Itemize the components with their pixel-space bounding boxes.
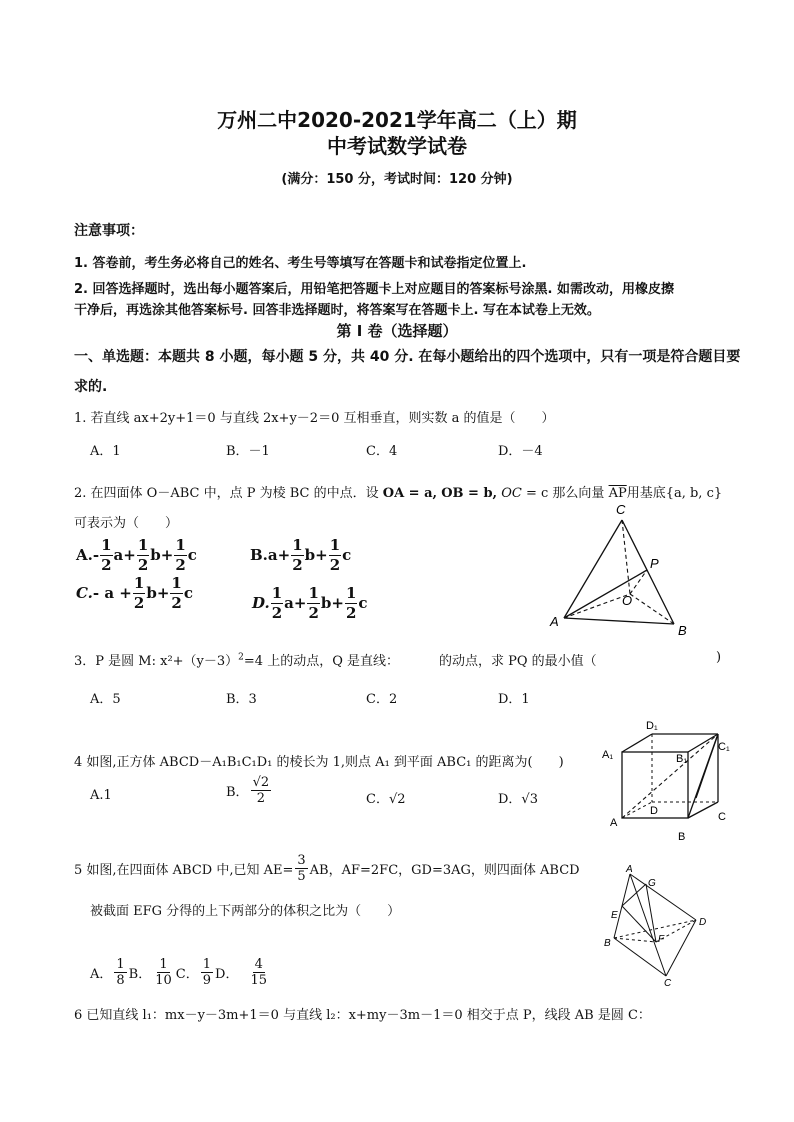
q2-stem-d: 用基底{a, b, c} bbox=[626, 486, 723, 501]
fig-label-c: C bbox=[616, 502, 626, 517]
q5-option-b-fraction: $\frac{1}{10}$ bbox=[155, 957, 172, 988]
notice-heading: 注意事项： bbox=[74, 223, 144, 239]
q1-option-c: C．4 bbox=[366, 444, 398, 459]
half-fraction: $\frac{1}{2}$ bbox=[292, 536, 303, 574]
q2-vector-ob: OB = b, bbox=[441, 486, 498, 501]
q2-option-b: B.a+ $\frac{1}{2}$ b+ $\frac{1}{2}$ c bbox=[250, 536, 352, 574]
q2-option-c: C.- a + $\frac{1}{2}$ b+ $\frac{1}{2}$ c bbox=[76, 574, 193, 612]
half-fraction: $\frac{1}{2}$ bbox=[271, 584, 283, 622]
q3-stem: 3．P 是圆 M: $x^2+(y-3)^2=4$ 上的动点，Q 是直线： 的动点，求 PQ 的最小值（ bbox=[74, 652, 597, 669]
q2-option-d-label: D. bbox=[252, 593, 270, 612]
fig-label-f: F bbox=[658, 934, 665, 945]
q2-tetrahedron-figure bbox=[540, 498, 700, 643]
q3-option-a: A．5 bbox=[90, 692, 121, 707]
fig-label-c: C bbox=[664, 978, 672, 988]
fig-label-a: A bbox=[610, 817, 618, 829]
q2-option-d: D. $\frac{1}{2}$ a+ $\frac{1}{2}$ b+ $\frac{1}{2}$ c bbox=[252, 584, 368, 622]
q5-tetrahedron-figure bbox=[598, 862, 718, 988]
q2-option-a: A.- $\frac{1}{2}$ a+ $\frac{1}{2}$ b+ $\frac{1}{2}$ c bbox=[76, 536, 197, 574]
fig-label-b: B bbox=[678, 623, 687, 638]
half-fraction: $\frac{1}{2}$ bbox=[329, 536, 341, 574]
q2-option-c-label: C. bbox=[76, 583, 93, 602]
q1-option-b: B．－1 bbox=[226, 444, 270, 459]
q5-option-a-fraction: $\frac{1}{8}$ bbox=[116, 957, 125, 988]
q2-stem-line2: 可表示为（ ） bbox=[74, 516, 179, 531]
fig-label-p: P bbox=[650, 556, 659, 571]
q1-stem: 1. 若直线 ax+2y+1＝0 与直线 2x+y－2＝0 互相垂直，则实数 a 的值是（ ） bbox=[74, 411, 555, 426]
notice-item-2-line2: 干净后，再选涂其他答案标号. 回答非选择题时，将答案写在答题卡上. 写在本试卷上无效。 bbox=[74, 303, 600, 318]
fig-label-d: D bbox=[699, 917, 707, 928]
fig-label-c1: C₁ bbox=[718, 741, 730, 753]
fig-label-g: G bbox=[648, 878, 656, 889]
fig-label-b: B bbox=[678, 831, 686, 843]
fig-label-d: D bbox=[650, 805, 658, 817]
q5-options: A． $\frac{1}{8}$ B． $\frac{1}{10}$ C． $\frac{1}{9}$ D． $\frac{4}{15}$ bbox=[90, 957, 267, 988]
q2-stem-a: 2. 在四面体 O－ABC 中，点 P 为棱 BC 的中点．设 bbox=[74, 486, 379, 501]
half-fraction: $\frac{1}{2}$ bbox=[133, 574, 145, 612]
fig-label-a: A bbox=[626, 864, 633, 875]
sqrt2-over-2-fraction: $\frac{√2}{2}$ bbox=[252, 775, 270, 806]
q4-cube-figure bbox=[596, 716, 736, 846]
half-fraction: $\frac{1}{2}$ bbox=[175, 536, 186, 574]
q2-vector-oc: OC = bbox=[501, 486, 537, 501]
half-fraction: $\frac{1}{2}$ bbox=[171, 574, 182, 612]
three-fifths-fraction: $\frac{3}{5}$ bbox=[297, 853, 306, 884]
q3-option-d: D．1 bbox=[498, 692, 530, 707]
q1-option-a: A．1 bbox=[90, 444, 121, 459]
q5-stem-line2: 被截面 EFG 分得的上下两部分的体积之比为（ ） bbox=[90, 904, 401, 919]
q2-vector-ap: $\overline{AP}$ bbox=[608, 486, 627, 501]
half-fraction: $\frac{1}{2}$ bbox=[308, 584, 319, 622]
notice-item-1: 1. 答卷前，考生务必将自己的姓名、考生号等填写在答题卡和试卷指定位置上. bbox=[74, 256, 527, 271]
q4-option-d: D．√3 bbox=[498, 792, 538, 807]
score-time-info: (满分：150 分，考试时间：120 分钟) bbox=[281, 172, 513, 187]
section-instruction-line2: 求的. bbox=[74, 379, 108, 395]
q6-stem: 6 已知直线 l₁：mx－y－3m+1＝0 与直线 l₂：x+my－3m－1＝0 相交于点 P，线段 AB 是圆 C： bbox=[74, 1008, 651, 1023]
fig-label-a1: A₁ bbox=[602, 749, 614, 761]
exam-title-line2: 中考试数学试卷 bbox=[327, 134, 467, 158]
half-fraction: $\frac{1}{2}$ bbox=[137, 536, 149, 574]
notice-item-2-line1: 2. 回答选择题时，选出每小题答案后，用铅笔把答题卡上对应题目的答案标号涂黑. 如需改动，用橡皮擦 bbox=[74, 282, 674, 297]
q3-option-c: C．2 bbox=[366, 692, 398, 707]
q5-stem-line1: 5 如图,在四面体 ABCD 中,已知 AE= $\frac{3}{5}$ AB，AF=2FC，GD=3AG，则四面体 ABCD bbox=[74, 853, 580, 884]
half-fraction: $\frac{1}{2}$ bbox=[345, 584, 357, 622]
fig-label-e: E bbox=[611, 910, 618, 921]
half-fraction: $\frac{1}{2}$ bbox=[101, 536, 112, 574]
q4-option-a: A.1 bbox=[90, 788, 112, 803]
q1-option-d: D．－4 bbox=[498, 444, 543, 459]
fig-label-d1: D₁ bbox=[646, 720, 658, 732]
q2-option-b-label: B.a+ bbox=[250, 545, 291, 564]
fig-label-c: C bbox=[718, 811, 726, 823]
q3-option-b: B．3 bbox=[226, 692, 257, 707]
section-instruction-line1: 一、单选题：本题共 8 小题，每小题 5 分，共 40 分. 在每小题给出的四个选项中，只有一项是符合题目要 bbox=[74, 349, 741, 365]
fig-label-b1: B₁ bbox=[676, 753, 688, 765]
q2-option-a-label: A.- bbox=[76, 545, 100, 564]
q5-option-c-fraction: $\frac{1}{9}$ bbox=[202, 957, 212, 988]
q4-stem: 4 如图,正方体 ABCD－A₁B₁C₁D₁ 的棱长为 1,则点 A₁ 到平面 ABC₁ 的距离为( ) bbox=[74, 755, 564, 770]
q2-stem-c: c 那么向量 bbox=[541, 486, 605, 501]
fig-label-o: O bbox=[622, 593, 633, 608]
q5-option-d-fraction: $\frac{4}{15}$ bbox=[250, 957, 267, 988]
q4-option-b: B． $\frac{√2}{2}$ bbox=[226, 775, 270, 806]
fig-label-a: A bbox=[550, 614, 559, 629]
section-title: 第 I 卷（选择题） bbox=[336, 322, 458, 340]
q2-vector-oa: OA = a, bbox=[382, 486, 438, 501]
q3-stem-close: ) bbox=[716, 650, 722, 665]
q4-option-c: C．√2 bbox=[366, 792, 406, 807]
exam-title-line1: 万州二中2020-2021学年高二（上）期 bbox=[217, 108, 577, 132]
fig-label-b: B bbox=[604, 938, 611, 949]
